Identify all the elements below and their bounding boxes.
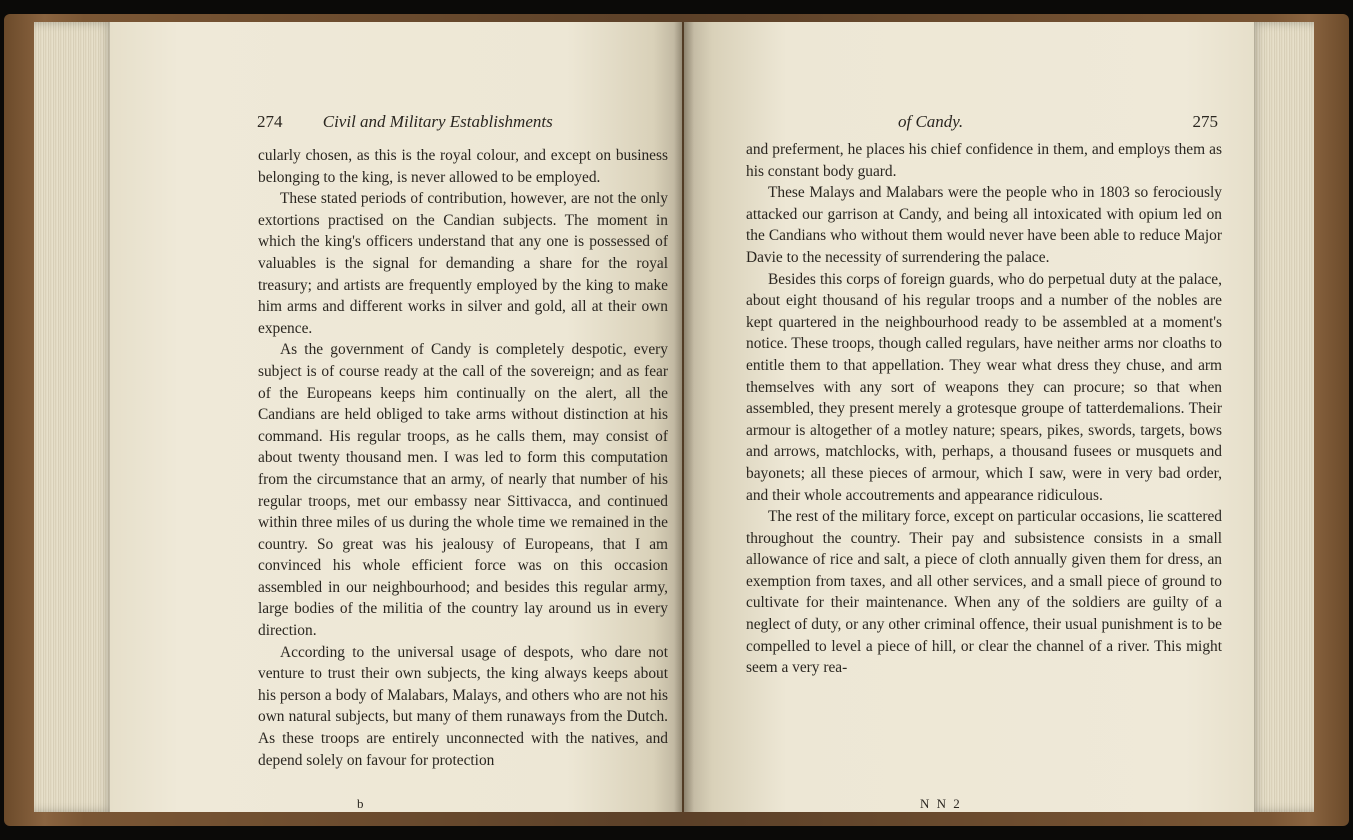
right-paragraph-1: and preferment, he places his chief confidence in them, and employs them as his constant body guard.	[746, 141, 1222, 180]
left-paragraph-4: According to the universal usage of despots, who dare not venture to trust their own subjects, the king always keeps about his person a body of Malabars, Malays, and others who are not his own natural subjects, but many of them runaways from the Dutch. As these troops are entirely unconnected with the natives, and depend solely on favour for protection	[258, 643, 668, 769]
right-page-body	[746, 139, 1222, 679]
left-page	[110, 22, 682, 812]
left-paragraph-1: cularly chosen, as this is the royal colour, and except on business belonging to the king, is never allowed to be employed.	[258, 147, 668, 186]
left-paragraph-3: As the government of Candy is completely despotic, every subject is of course ready at the call of the sovereign; and as fear of the Europeans keeps him continually on the alert, all the Candians are held obliged to take arms without distinction at his command. His regular troops, as he calls them, may consist of about twenty thousand men. I was led to form this computation from the circumstance that an army, of nearly that number of his regular troops, met our embassy near Sittivacca, and continued within three miles of us during the whole time we remained in the country. So great was his jealousy of Europeans, that I am convinced his whole efficient force was on this occasion assembled in our neighbourhood; and besides this regular army, large bodies of the militia of the country lay around us in every direction.	[258, 341, 668, 640]
right-page-signature: N N 2	[920, 796, 962, 811]
left-page-header	[257, 112, 647, 132]
left-running-title: Civil and Military Establishments	[322, 112, 553, 131]
left-page-number: 274	[257, 112, 283, 131]
right-page-header	[898, 112, 1218, 132]
page-edges-right	[1250, 22, 1314, 812]
right-page-number: 275	[1192, 112, 1218, 131]
left-page-body	[258, 145, 668, 771]
right-paragraph-4: The rest of the military force, except on particular occasions, lie scattered throughout the country. Their pay and subsistence consists in a small allowance of rice and salt, a piece of cloth annually given them for dress, an exemption from taxes, and all other services, and a small piece of ground to cultivate for their maintenance. When any of the soldiers are guilty of a neglect of duty, or any other criminal offence, their usual punishment is to be compelled to level a piece of hill, or clear the channel of a river. This might seem a very rea-	[746, 508, 1222, 677]
page-edges-left	[34, 22, 114, 812]
left-page-signature: b	[357, 796, 366, 811]
right-running-title: of Candy.	[898, 112, 964, 131]
right-paragraph-3: Besides this corps of foreign guards, who do perpetual duty at the palace, about eight thousand of his regular troops and a number of the nobles are kept quartered in the neighbourhood ready to be assembled at a moment's notice. These troops, though called regulars, have neither arms nor cloaths to entitle them to that appellation. They wear what dress they chuse, and arm themselves with any sort of weapons they can procure; so that when assembled, they present merely a grotesque groupe of tatterdemalions. Their armour is altogether of a motley nature; spears, pikes, swords, targets, bows and arrows, matchlocks, with, perhaps, a thousand fusees or musquets and bayonets; all these pieces of armour, which I saw, were in very bad order, and their whole accoutrements and appearance ridiculous.	[746, 270, 1222, 504]
right-paragraph-2: These Malays and Malabars were the people who in 1803 so ferociously attacked our garrison at Candy, and being all intoxicated with opium led on the Candians who without them would never have been able to reduce Major Davie to the necessity of surrendering the palace.	[746, 184, 1222, 266]
right-page	[684, 22, 1254, 812]
book-gutter	[674, 22, 694, 812]
left-paragraph-2: These stated periods of contribution, however, are not the only extortions practised on the Candian subjects. The moment in which the king's officers understand that any one is possessed of valuables is the signal for demanding a share for the royal treasury; and artists are frequently employed by the king to make him arms and different works in silver and gold, all at their own expence.	[258, 190, 668, 337]
